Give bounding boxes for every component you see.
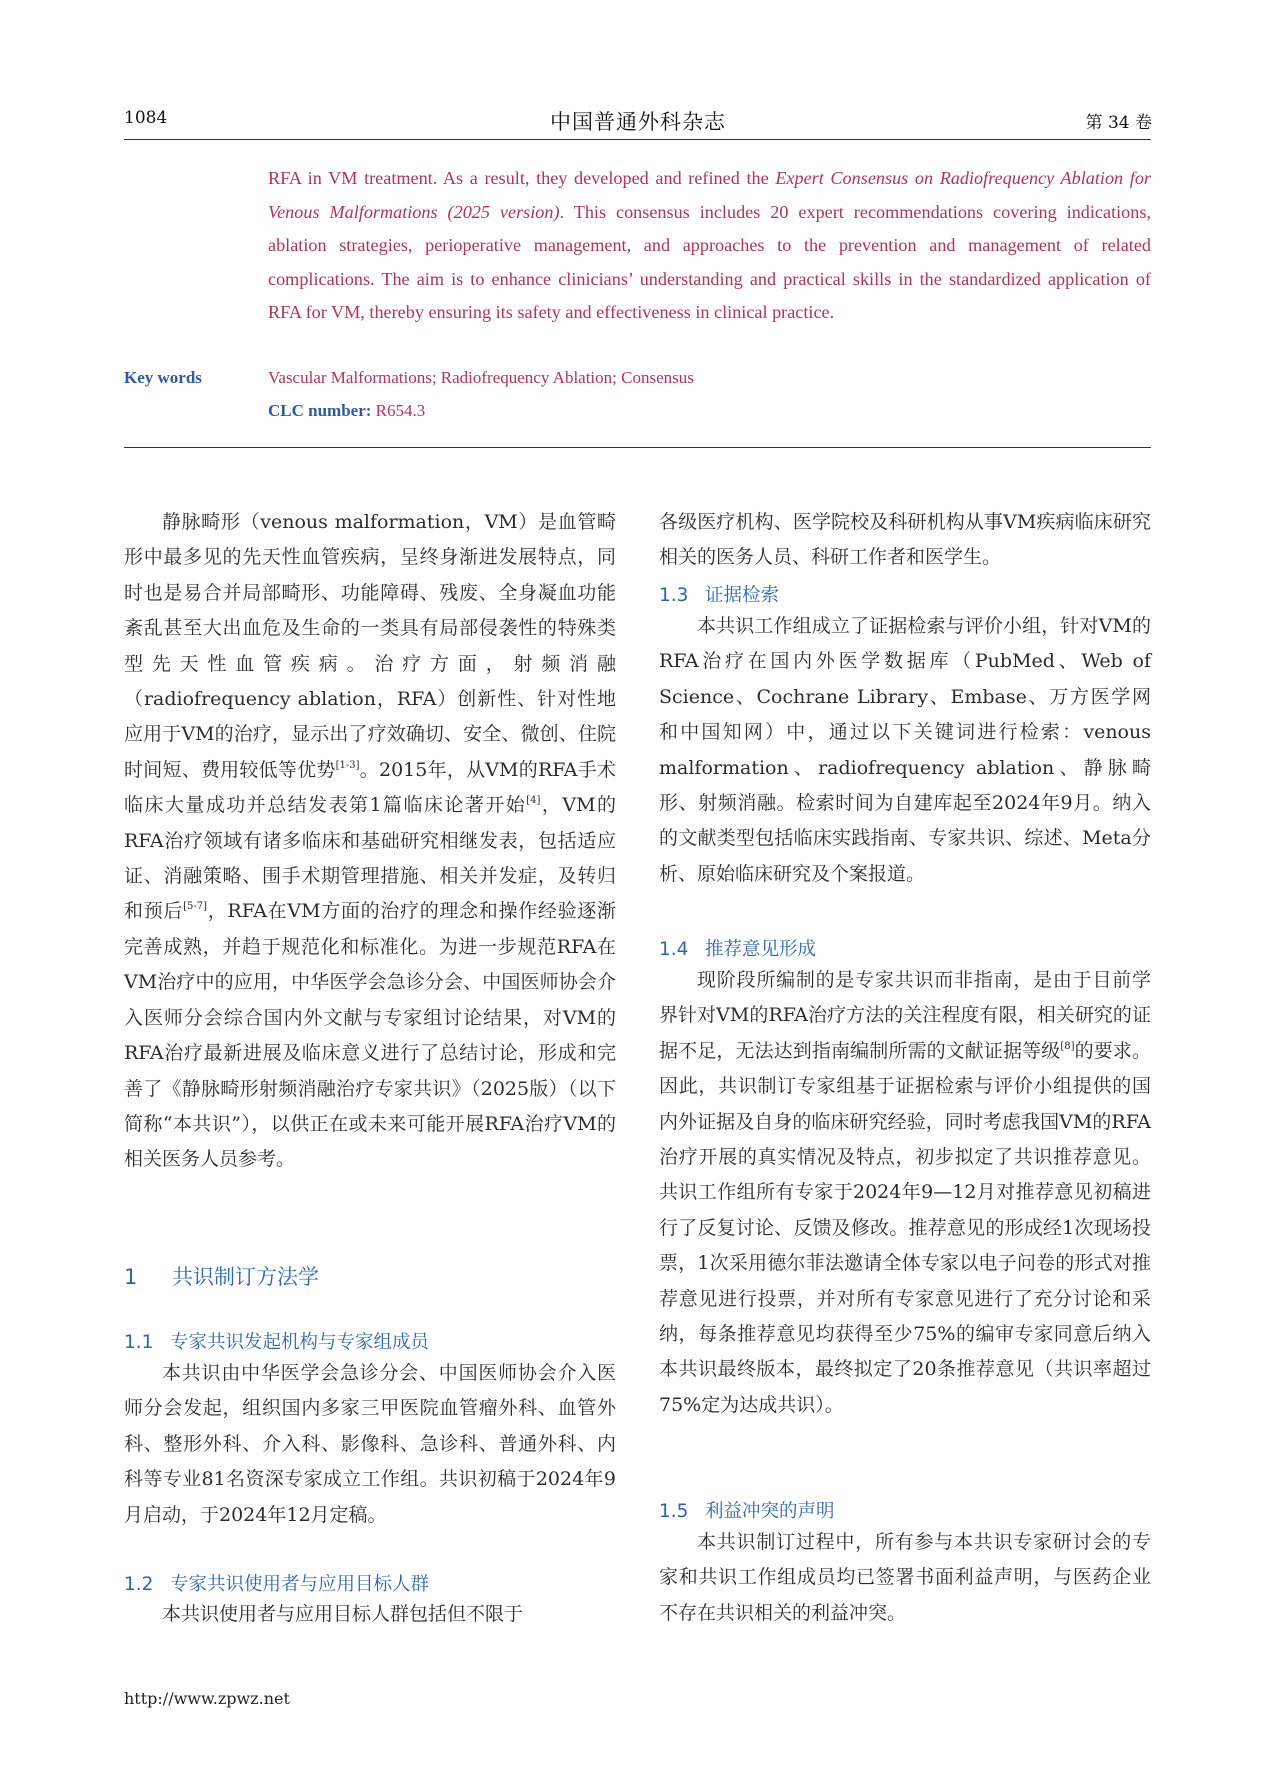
section-1-5-heading: 1.5 利益冲突的声明: [659, 1501, 835, 1522]
section-1-2-heading: 1.2 专家共识使用者与应用目标人群: [124, 1574, 430, 1595]
intro-paragraph: 静脉畸形（venous malformation，VM）是血管畸形中最多见的先天性血管疾病，呈终身渐进发展特点，同时也是易合并局部畸形、功能障碍、残废、全身凝血功能紊乱甚至大出血危及生命的一类具有局部侵袭性的特殊类型先天性血管疾病。治疗方面，射频消融（radiofrequency ablation，RFA）创新性、针对性地应用于VM的治疗，显示出了疗效确切、安全、微创、住院时间短、费用较低等优势[1-3]。2015年，从VM的RFA手术临床大量成功并总结发表第1篇临床论著开始[4]，VM的RFA治疗领域有诸多临床和基础研究相继发表，包括适应证、消融策略、围手术期管理措施、相关并发症，及转归和预后[5-7]，RFA在VM方面的治疗的理念和操作经验逐渐完善成熟，并趋于规范化和标准化。为进一步规范RFA在VM治疗中的应用，中华医学会急诊分会、中国医师协会介入医师分会综合国内外文献与专家组讨论结果，对VM的RFA治疗最新进展及临床意义进行了总结讨论，形成和完善了《静脉畸形射频消融治疗专家共识》（2025版）（以下简称“本共识”），以供正在或未来可能开展RFA治疗VM的相关医务人员参考。: [124, 511, 616, 1171]
section-1-4-body: 现阶段所编制的是专家共识而非指南，是由于目前学界针对VM的RFA治疗方法的关注程度有限，相关研究的证据不足，无法达到指南编制所需的文献证据等级[8]的要求。因此，共识制订专家组基于证据检索与评价小组提供的国内外证据及自身的临床研究经验，同时考虑我国VM的RFA治疗开展的真实情况及特点，初步拟定了共识推荐意见。共识工作组所有专家于2024年9—12月对推荐意见初稿进行了反复讨论、反馈及修改。推荐意见的形成经1次现场投票，1次采用德尔菲法邀请全体专家以电子问卷的形式对推荐意见进行投票，并对所有专家意见进行了充分讨论和采纳，每条推荐意见均获得至少75%的编审专家同意后纳入本共识最终版本，最终拟定了20条推荐意见（共识率超过75%定为达成共识）。: [659, 969, 1151, 1416]
volume-label: 第 34 卷: [1085, 113, 1152, 133]
section-1-heading: 1 共识制订方法学: [124, 1265, 319, 1289]
citation: [5-7]: [183, 901, 207, 913]
key-words-label: Key words: [124, 368, 202, 387]
journal-title: 中国普通外科杂志: [550, 110, 726, 134]
clc-number: CLC number: R654.3: [268, 401, 426, 420]
citation: [4]: [526, 795, 541, 807]
citation: [8]: [1060, 1040, 1075, 1052]
left-column: [124, 505, 616, 1178]
section-1-2-body: 本共识使用者与应用目标人群包括但不限于: [162, 1603, 524, 1625]
section-1-1-heading: 1.1 专家共识发起机构与专家组成员: [124, 1332, 430, 1353]
abstract-text: RFA in VM treatment. As a result, they developed and refined the Expert Consensus on Radiofrequency Ablation for Venous Malformations (2025 version). This consensus includes 20 expert recommendations covering indications, ablation strategies, perioperative management, and approaches to the prevention and management of related complications. The aim is to enhance clinicians’ understanding and practical skills in the standardized application of RFA for VM, thereby ensuring its safety and effectiveness in clinical practice.: [268, 168, 1151, 322]
key-words: Vascular Malformations; Radiofrequency Ablation; Consensus: [268, 368, 694, 387]
header-rule: [124, 139, 1151, 140]
section-1-1-body: 本共识由中华医学会急诊分会、中国医师协会介入医师分会发起，组织国内多家三甲医院血管瘤外科、血管外科、整形外科、介入科、影像科、急诊科、普通外科、内科等专业81名资深专家成立工作组。共识初稿于2024年9月启动，于2024年12月定稿。: [124, 1362, 616, 1526]
section-1-3-body: 本共识工作组成立了证据检索与评价小组，针对VM的RFA治疗在国内外医学数据库（PubMed、Web of Science、Cochrane Library、Embase、万方医学网和中国知网）中，通过以下关键词进行检索：venous malformation、radiofrequency ablation、静脉畸形、射频消融。检索时间为自建库起至2024年9月。纳入的文献类型包括临床实践指南、专家共识、综述、Meta分析、原始临床研究及个案报道。: [659, 615, 1151, 885]
section-1-5-body: 本共识制订过程中，所有参与本共识专家研讨会的专家和共识工作组成员均已签署书面利益声明，与医药企业不存在共识相关的利益冲突。: [659, 1531, 1151, 1624]
section-1-4-heading: 1.4 推荐意见形成: [659, 939, 817, 960]
footer-url: http://www.zpwz.net: [124, 1689, 290, 1708]
abstract-bottom-rule: [124, 447, 1151, 448]
consensus-title-italic: Expert Consensus on Radiofrequency Ablation for Venous Malformations (2025 version): [268, 168, 1151, 222]
citation: [1-3]: [335, 759, 360, 771]
section-1-3-heading: 1.3 证据检索: [659, 585, 780, 606]
section-1-2-continued: 各级医疗机构、医学院校及科研机构从事VM疾病临床研究相关的医务人员、科研工作者和医学生。: [659, 511, 1151, 569]
page-number: 1084: [124, 108, 168, 128]
